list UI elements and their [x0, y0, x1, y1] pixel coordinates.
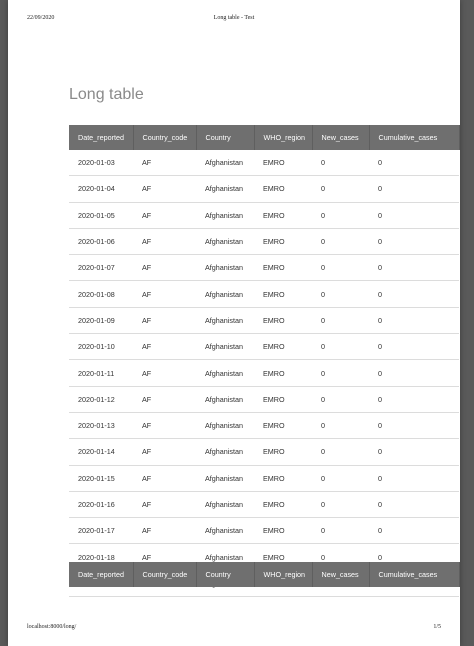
- table-cell: Afghanistan: [196, 150, 254, 176]
- column-header: New_cases: [312, 125, 369, 150]
- table-cell: 0: [312, 307, 369, 333]
- table-cell: 0: [312, 255, 369, 281]
- long-table-container: [69, 125, 438, 585]
- table-cell: EMRO: [254, 491, 312, 517]
- column-header: Country: [196, 562, 254, 587]
- column-header: Date_reported: [69, 125, 133, 150]
- table-cell: 0: [369, 176, 459, 202]
- table-cell: AF: [133, 176, 196, 202]
- column-header: Cumulative_cases: [369, 125, 459, 150]
- table-cell: Afghanistan: [196, 412, 254, 438]
- table-cell: 0: [369, 360, 459, 386]
- table-body: [69, 150, 459, 597]
- table-cell: 0: [312, 334, 369, 360]
- table-cell: AF: [133, 360, 196, 386]
- table-row: [69, 176, 459, 202]
- table-header-row: [69, 125, 459, 150]
- table-row: [69, 281, 459, 307]
- table-cell: AF: [133, 544, 196, 570]
- table-cell: 0: [369, 544, 459, 570]
- print-page-number: 1/5: [433, 624, 441, 630]
- table-cell: 0: [369, 228, 459, 254]
- table-cell: EMRO: [254, 281, 312, 307]
- long-table: [69, 125, 460, 597]
- table-row: [69, 150, 459, 176]
- table-cell: 0: [312, 491, 369, 517]
- table-cell: 2020-01-18: [69, 544, 133, 570]
- table-cell: 0: [312, 518, 369, 544]
- table-cell: Afghanistan: [196, 518, 254, 544]
- table-cell: Afghanistan: [196, 255, 254, 281]
- table-cell: EMRO: [254, 412, 312, 438]
- table-cell: EMRO: [254, 518, 312, 544]
- table-cell: AF: [133, 255, 196, 281]
- table-row: [69, 202, 459, 228]
- column-header: Country_code: [133, 125, 196, 150]
- table-cell: AF: [133, 334, 196, 360]
- table-cell: AF: [133, 439, 196, 465]
- table-cell: AF: [133, 518, 196, 544]
- table-cell: 0: [369, 307, 459, 333]
- table-cell: 2020-01-10: [69, 334, 133, 360]
- table-cell: EMRO: [254, 386, 312, 412]
- table-cell: 2020-01-14: [69, 439, 133, 465]
- column-header: Cumulative_cases: [369, 562, 459, 587]
- table-cell: 2020-01-16: [69, 491, 133, 517]
- table-cell: 2020-01-07: [69, 255, 133, 281]
- table-cell: Afghanistan: [196, 360, 254, 386]
- table-cell: Afghanistan: [196, 228, 254, 254]
- table-cell: EMRO: [254, 228, 312, 254]
- repeated-table-header: [69, 562, 438, 587]
- table-cell: Afghanistan: [196, 439, 254, 465]
- table-cell: AF: [133, 386, 196, 412]
- table-cell: 0: [312, 281, 369, 307]
- table-row: [69, 491, 459, 517]
- table-cell: 0: [369, 150, 459, 176]
- table-cell: 0: [369, 518, 459, 544]
- column-header: Country_code: [133, 562, 196, 587]
- table-row: [69, 386, 459, 412]
- table-cell: Afghanistan: [196, 544, 254, 570]
- table-cell: EMRO: [254, 176, 312, 202]
- table-cell: Afghanistan: [196, 202, 254, 228]
- table-cell: 2020-01-15: [69, 465, 133, 491]
- table-cell: 0: [312, 412, 369, 438]
- table-cell: 2020-01-11: [69, 360, 133, 386]
- table-cell: 2020-01-08: [69, 281, 133, 307]
- table-cell: AF: [133, 307, 196, 333]
- table-cell: Afghanistan: [196, 386, 254, 412]
- table-cell: 0: [369, 334, 459, 360]
- table-cell: EMRO: [254, 465, 312, 491]
- table-cell: 2020-01-12: [69, 386, 133, 412]
- table-row: [69, 255, 459, 281]
- page-title: Long table: [69, 86, 144, 103]
- table-cell: 2020-01-06: [69, 228, 133, 254]
- print-footer: [8, 624, 460, 634]
- print-document-title: Long table - Test: [213, 15, 255, 21]
- table-cell: 0: [312, 544, 369, 570]
- table-row: [69, 412, 459, 438]
- print-header: [8, 15, 460, 25]
- table-cell: AF: [133, 281, 196, 307]
- print-date: 22/09/2020: [27, 15, 55, 21]
- table-cell: 0: [312, 465, 369, 491]
- table-cell: 2020-01-04: [69, 176, 133, 202]
- table-row: [69, 360, 459, 386]
- table-row: [69, 228, 459, 254]
- table-cell: AF: [133, 228, 196, 254]
- table-cell: 2020-01-05: [69, 202, 133, 228]
- table-cell: 0: [369, 439, 459, 465]
- table-cell: Afghanistan: [196, 334, 254, 360]
- table-cell: Afghanistan: [196, 176, 254, 202]
- table-cell: EMRO: [254, 255, 312, 281]
- table-cell: 0: [312, 150, 369, 176]
- table-cell: 0: [369, 386, 459, 412]
- table-cell: AF: [133, 202, 196, 228]
- table-row: [69, 307, 459, 333]
- table-cell: EMRO: [254, 150, 312, 176]
- table-cell: EMRO: [254, 334, 312, 360]
- table-cell: 0: [312, 176, 369, 202]
- table-cell: AF: [133, 150, 196, 176]
- table-cell: EMRO: [254, 307, 312, 333]
- column-header: Date_reported: [69, 562, 133, 587]
- table-row: [69, 465, 459, 491]
- column-header: New_cases: [312, 562, 369, 587]
- table-cell: 0: [312, 386, 369, 412]
- print-url: localhost:8000/long/: [27, 624, 77, 630]
- table-cell: 2020-01-17: [69, 518, 133, 544]
- table-row: [69, 439, 459, 465]
- table-cell: 0: [312, 202, 369, 228]
- table-header-row: [69, 562, 459, 587]
- table-cell: 0: [312, 360, 369, 386]
- print-page: [8, 0, 460, 646]
- table-cell: 0: [312, 439, 369, 465]
- column-header: WHO_region: [254, 562, 312, 587]
- table-cell: 0: [369, 491, 459, 517]
- table-cell: 2020-01-13: [69, 412, 133, 438]
- table-cell: 0: [369, 281, 459, 307]
- table-cell: Afghanistan: [196, 281, 254, 307]
- table-cell: Afghanistan: [196, 307, 254, 333]
- table-cell: 2020-01-03: [69, 150, 133, 176]
- table-cell: 0: [369, 465, 459, 491]
- table-cell: Afghanistan: [196, 491, 254, 517]
- table-cell: EMRO: [254, 360, 312, 386]
- table-cell: AF: [133, 412, 196, 438]
- table-row: [69, 334, 459, 360]
- repeated-header-table: [69, 562, 460, 587]
- table-cell: 0: [369, 202, 459, 228]
- table-cell: AF: [133, 491, 196, 517]
- table-cell: EMRO: [254, 544, 312, 570]
- table-cell: Afghanistan: [196, 465, 254, 491]
- table-cell: 0: [369, 412, 459, 438]
- table-cell: 0: [369, 255, 459, 281]
- table-cell: EMRO: [254, 439, 312, 465]
- table-cell: AF: [133, 465, 196, 491]
- column-header: WHO_region: [254, 125, 312, 150]
- table-cell: 0: [312, 228, 369, 254]
- column-header: Country: [196, 125, 254, 150]
- table-cell: 2020-01-09: [69, 307, 133, 333]
- table-row: [69, 518, 459, 544]
- table-cell: EMRO: [254, 202, 312, 228]
